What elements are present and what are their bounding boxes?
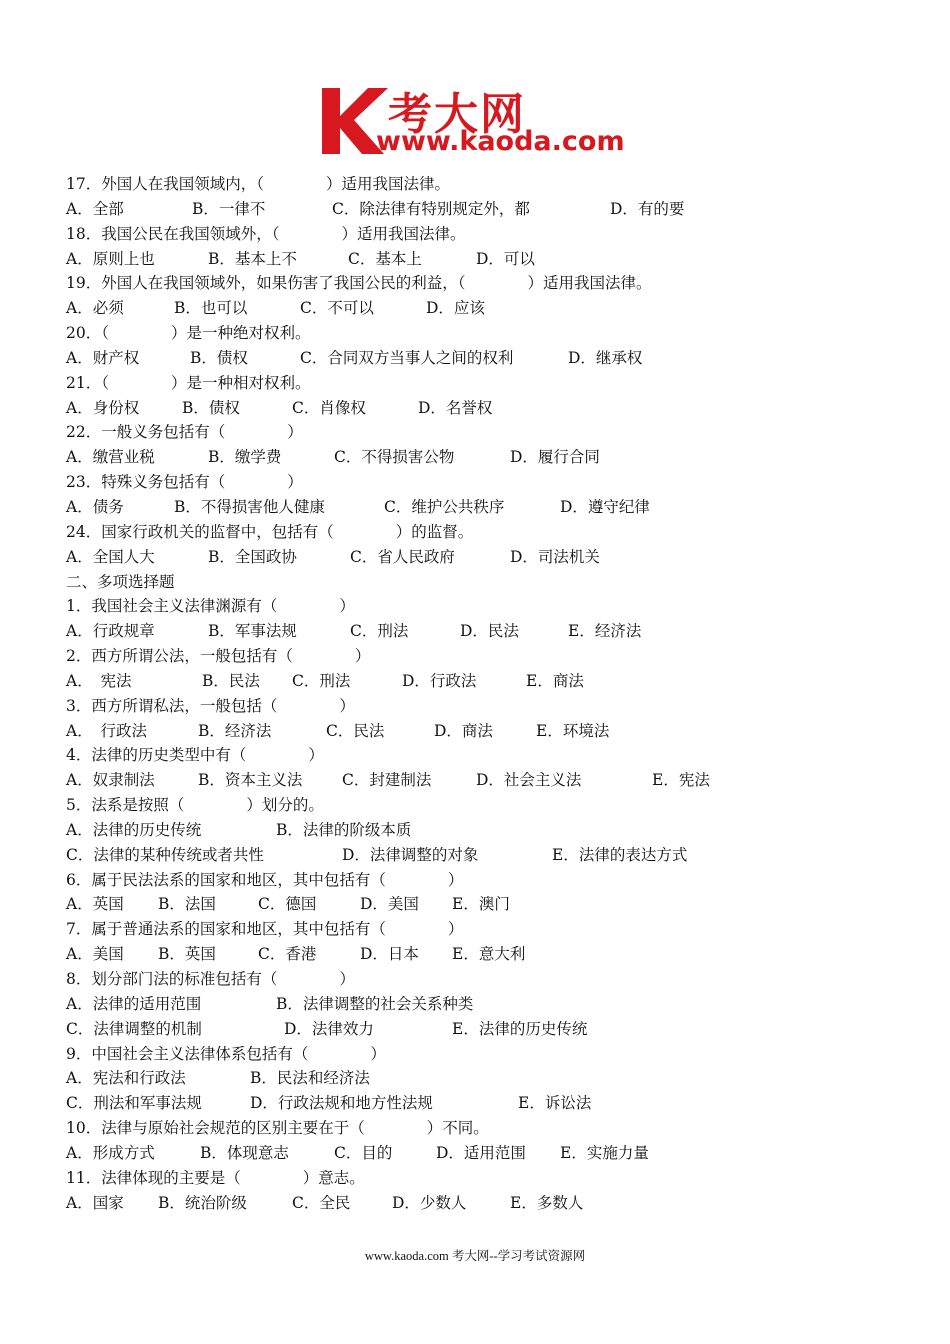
option-text: D．应该 [426,299,485,318]
option-text: A．全国人大 [66,547,155,566]
question-line [66,1166,906,1191]
option-text: E．法律的历史传统 [452,1019,588,1038]
option-text: B．英国 [158,945,216,964]
option-text: A．美国 [66,945,124,964]
option-text: A．奴隶制法 [66,771,155,790]
option-text: C．德国 [258,895,317,914]
question-line [66,470,906,495]
option-text: C．除法律有特别规定外，都 [332,199,530,218]
option-text: D．社会主义法 [476,771,582,790]
option-text: C．省人民政府 [350,547,455,566]
option-text: E．意大利 [452,945,526,964]
option-text: C．民法 [326,721,385,740]
option-text: B．全国政协 [208,547,297,566]
question-text: 18．我国公民在我国领域外，（ ）适用我国法律。 [66,224,466,243]
option-text: C．封建制法 [342,771,432,790]
option-text: C．刑法 [292,671,351,690]
question-line [66,694,906,719]
option-text: C．不可以 [300,299,374,318]
option-text: A．形成方式 [66,1143,155,1162]
option-text: C．香港 [258,945,317,964]
question-line [66,1116,906,1141]
option-text: A．国家 [66,1193,124,1212]
options-line [66,495,906,520]
options-line [66,892,906,917]
option-text: B．经济法 [198,721,272,740]
question-text: 二、多项选择题 [66,572,175,591]
question-list [66,172,906,1215]
options-line [66,719,906,744]
option-text: C．合同双方当事人之间的权利 [300,348,514,367]
option-text: B．债权 [182,398,240,417]
question-text: 5．法系是按照（ ）划分的。 [66,796,324,815]
option-text: B．民法 [202,671,260,690]
options-line [66,545,906,570]
option-text: E．宪法 [652,771,710,790]
option-text: A．财产权 [66,348,140,367]
options-line [66,619,906,644]
options-line [66,445,906,470]
option-text: B．统治阶级 [158,1193,247,1212]
options-line [66,346,906,371]
option-text: B．也可以 [174,299,248,318]
question-text: 23．特殊义务包括有（ ） [66,473,303,492]
option-text: A．债务 [66,497,124,516]
question-text: 20．（ ）是一种绝对权利。 [66,324,311,343]
option-text: E．澳门 [452,895,510,914]
question-line [66,743,906,768]
option-text: E．环境法 [536,721,610,740]
options-line [66,396,906,421]
option-text: B．一律不 [192,199,266,218]
question-text: 19．外国人在我国领域外，如果伤害了我国公民的利益，（ ）适用我国法律。 [66,274,652,293]
option-text: C．目的 [334,1143,393,1162]
option-text: E．多数人 [510,1193,584,1212]
option-text: A．法律的适用范围 [66,994,202,1013]
logo-brand-cn: 考大网 [388,89,526,140]
question-line [66,271,906,296]
question-line [66,420,906,445]
option-text: C．法律调整的机制 [66,1019,202,1038]
option-text: D．行政法 [402,671,477,690]
options-line [66,296,906,321]
question-line [66,967,906,992]
option-text: D．司法机关 [510,547,600,566]
question-text: 24．国家行政机关的监督中，包括有（ ）的监督。 [66,522,474,541]
option-text: A．身份权 [66,398,140,417]
question-line [66,1042,906,1067]
options-line [66,669,906,694]
question-line [66,868,906,893]
options-line [66,1141,906,1166]
option-text: B．法律调整的社会关系种类 [276,994,474,1013]
option-text: C．全民 [292,1193,351,1212]
question-text: 11．法律体现的主要是（ ）意志。 [66,1168,365,1187]
option-text: B．基本上不 [208,249,297,268]
option-text: A． 行政法 [66,721,147,740]
option-text: E．经济法 [568,622,642,641]
option-text: D．有的要 [610,199,685,218]
question-text: 22．一般义务包括有（ ） [66,423,303,442]
option-text: A．宪法和行政法 [66,1069,186,1088]
option-text: A．法律的历史传统 [66,820,202,839]
question-line [66,321,906,346]
question-text: 9．中国社会主义法律体系包括有（ ） [66,1044,386,1063]
question-line [66,644,906,669]
options-line [66,247,906,272]
option-text: A．缴营业税 [66,448,155,467]
option-text: A．行政规章 [66,622,155,641]
option-text: D．法律效力 [284,1019,374,1038]
option-text: B．军事法规 [208,622,297,641]
option-text: D．行政法规和地方性法规 [250,1094,433,1113]
option-text: C．肖像权 [292,398,366,417]
option-text: B．资本主义法 [198,771,303,790]
option-text: B．债权 [190,348,248,367]
option-text: B．民法和经济法 [250,1069,370,1088]
options-line [66,197,906,222]
option-text: E．诉讼法 [518,1094,592,1113]
option-text: E．商法 [526,671,584,690]
option-text: D．继承权 [568,348,643,367]
option-text: E．法律的表达方式 [552,845,688,864]
question-line [66,371,906,396]
question-line [66,570,906,595]
option-text: D．商法 [434,721,493,740]
option-text: D．履行合同 [510,448,600,467]
options-line [66,768,906,793]
options-line [66,942,906,967]
option-text: A．英国 [66,895,124,914]
option-text: C．基本上 [348,249,422,268]
question-text: 10．法律与原始社会规范的区别主要在于（ ）不同。 [66,1119,489,1138]
option-text: A．必须 [66,299,124,318]
option-text: D．法律调整的对象 [342,845,479,864]
question-text: 21．（ ）是一种相对权利。 [66,373,311,392]
option-text: C．刑法和军事法规 [66,1094,202,1113]
options-line [66,1066,906,1091]
question-text: 3．西方所谓私法，一般包括（ ） [66,696,355,715]
option-text: A．全部 [66,199,124,218]
question-line [66,222,906,247]
option-text: D．名誉权 [418,398,493,417]
question-text: 4．法律的历史类型中有（ ） [66,746,324,765]
option-text: C．刑法 [350,622,409,641]
options-line [66,1191,906,1216]
options-line [66,818,906,843]
option-text: C．维护公共秩序 [384,497,505,516]
options-line [66,1091,906,1116]
option-text: E．实施力量 [560,1143,649,1162]
option-text: D．民法 [460,622,519,641]
option-text: A．原则上也 [66,249,155,268]
question-text: 7．属于普通法系的国家和地区，其中包括有（ ） [66,920,464,939]
option-text: B．法国 [158,895,216,914]
option-text: B．法律的阶级本质 [276,820,412,839]
question-line [66,594,906,619]
logo-brand-url: www.kaoda.com [376,126,625,157]
option-text: D．美国 [360,895,419,914]
option-text: D．可以 [476,249,535,268]
question-text: 6．属于民法法系的国家和地区，其中包括有（ ） [66,870,464,889]
question-text: 2．西方所谓公法，一般包括有（ ） [66,647,371,666]
options-line [66,992,906,1017]
option-text: A． 宪法 [66,671,132,690]
option-text: C．不得损害公物 [334,448,455,467]
option-text: B．体现意志 [200,1143,289,1162]
options-line [66,843,906,868]
option-text: D．少数人 [392,1193,467,1212]
options-line [66,1017,906,1042]
question-line [66,172,906,197]
question-text: 8．划分部门法的标准包括有（ ） [66,970,355,988]
option-text: D．适用范围 [436,1143,526,1162]
question-line [66,793,906,818]
option-text: D．遵守纪律 [560,497,650,516]
page-footer: www.kaoda.com 考大网--学习考试资源网 [364,1249,586,1263]
option-text: B．不得损害他人健康 [174,497,325,516]
option-text: C．法律的某种传统或者共性 [66,845,264,864]
question-line [66,917,906,942]
kaoda-logo [318,82,638,160]
option-text: D．日本 [360,945,419,964]
question-text: 17．外国人在我国领域内，（ ）适用我国法律。 [66,175,450,193]
question-line [66,520,906,545]
question-text: 1．我国社会主义法律渊源有（ ） [66,597,355,616]
option-text: B．缴学费 [208,448,282,467]
